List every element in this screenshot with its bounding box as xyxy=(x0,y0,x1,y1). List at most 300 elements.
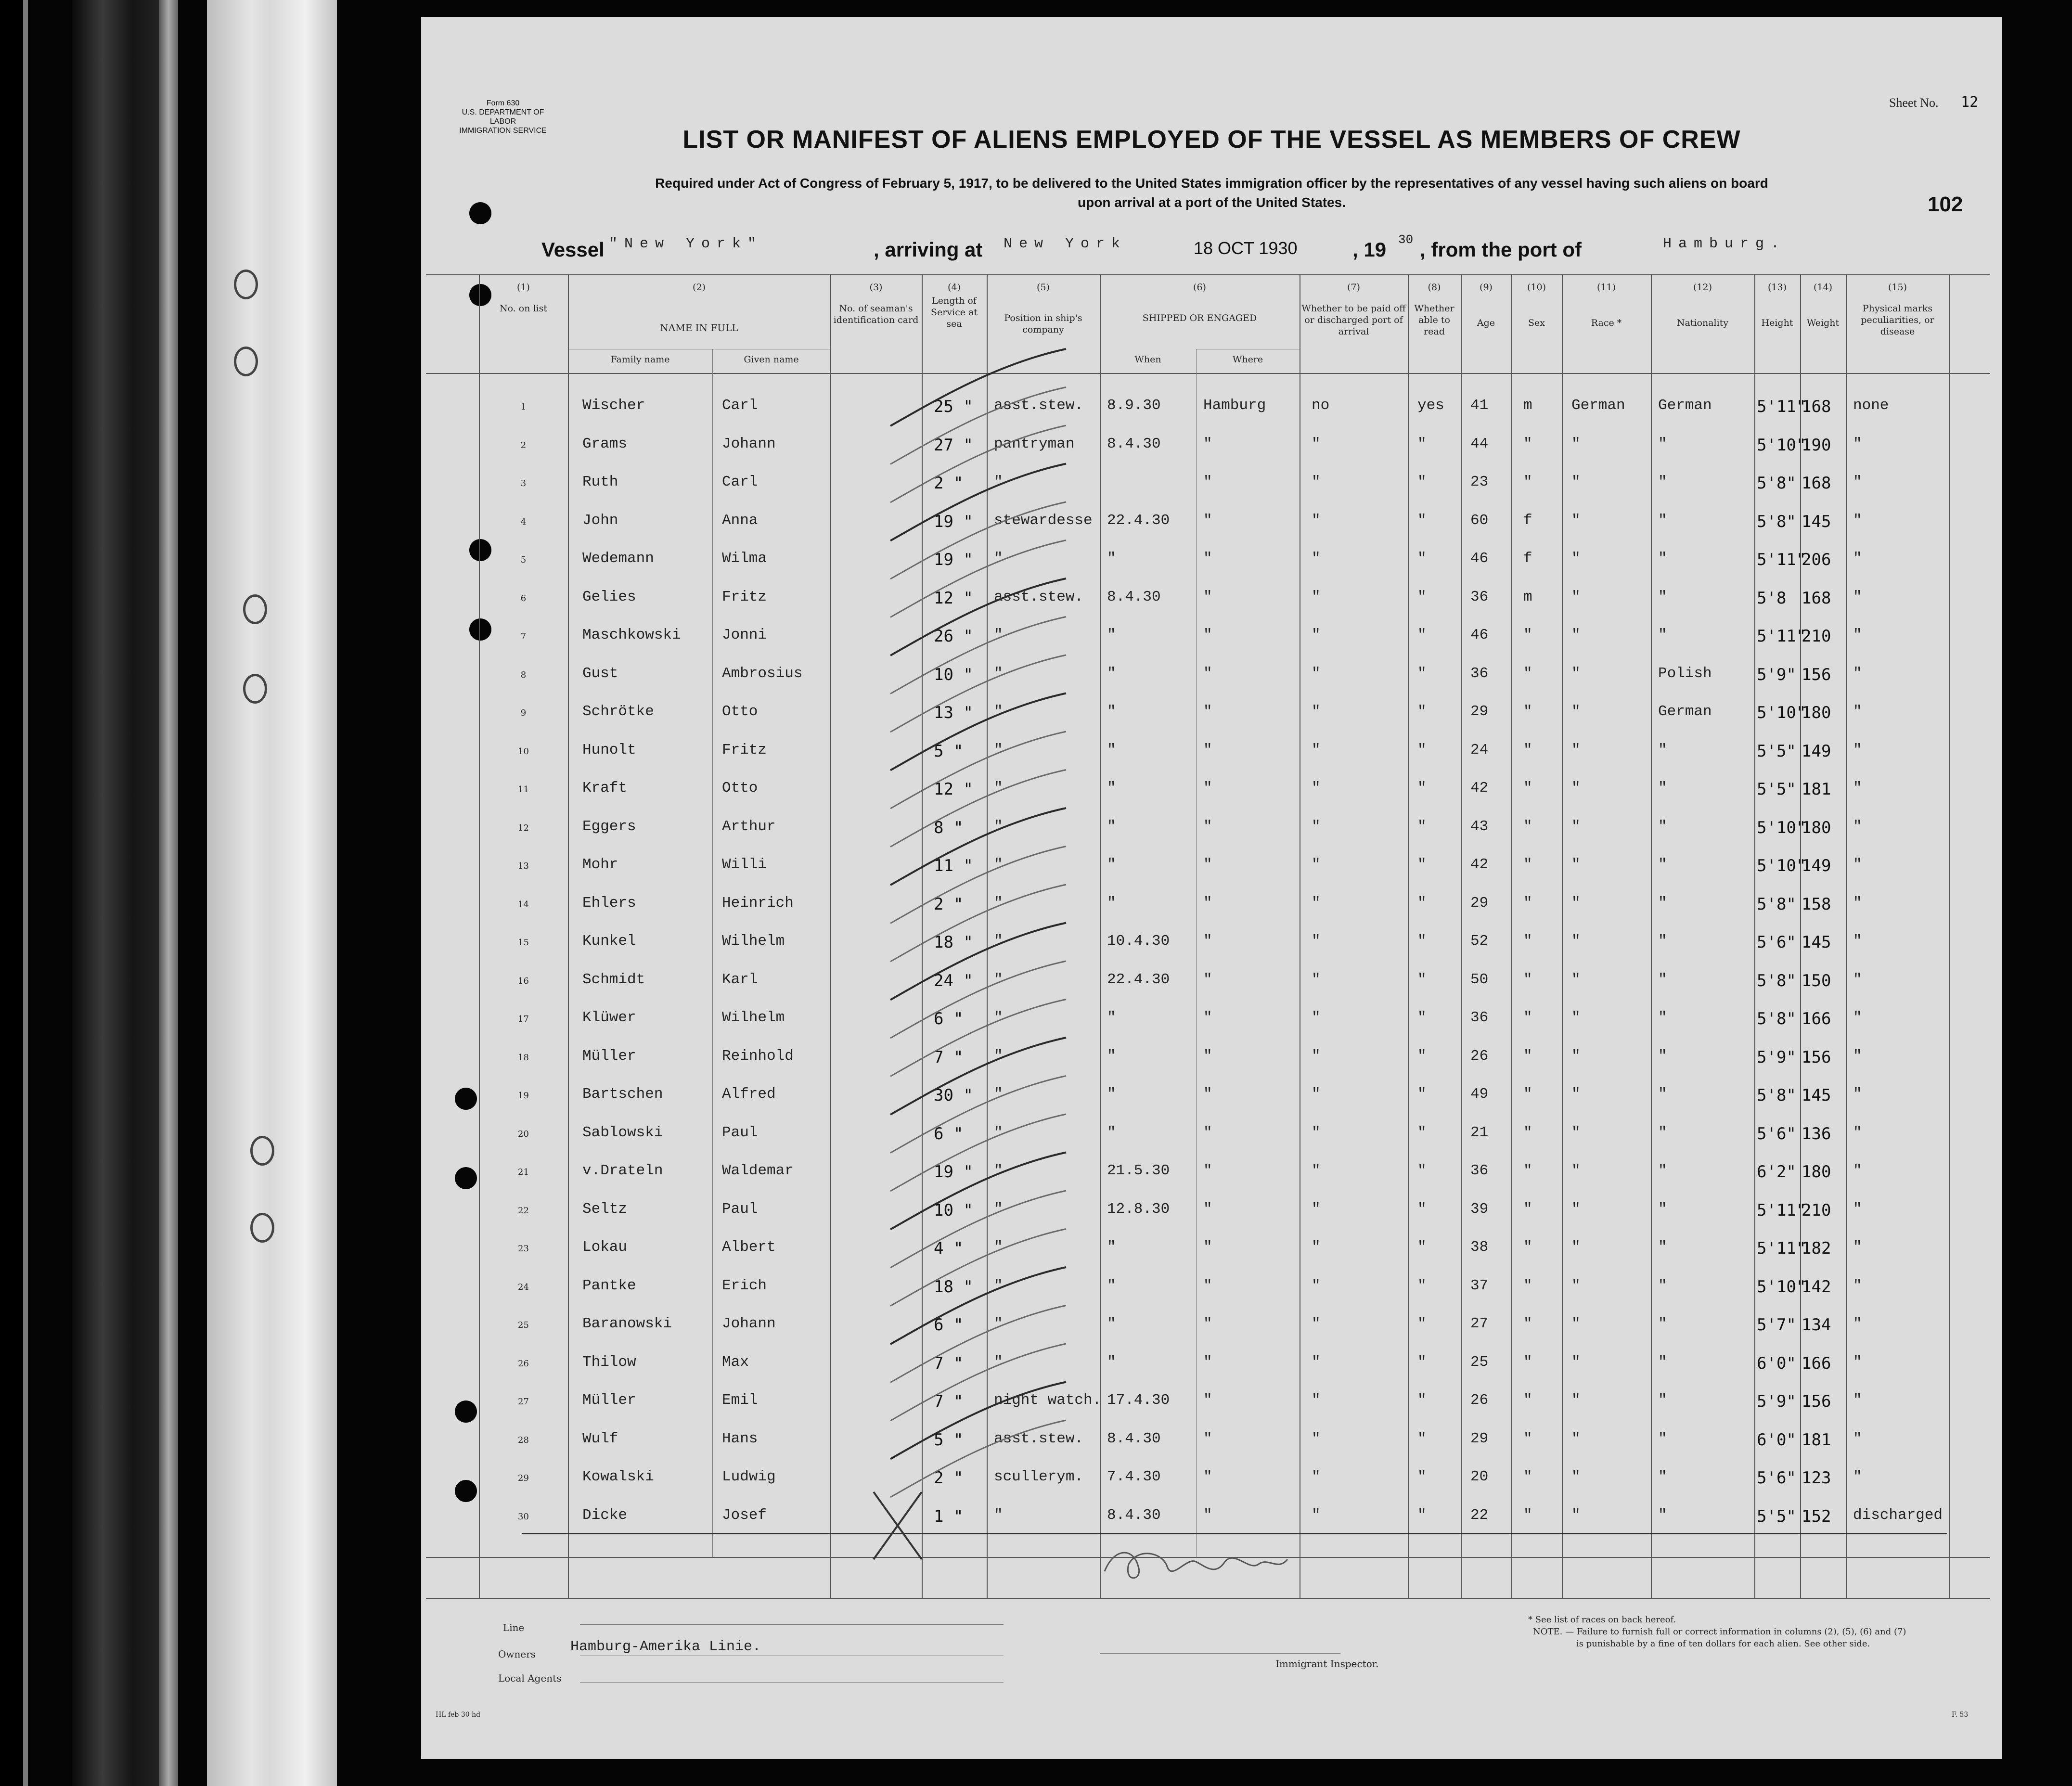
cell-family: Bartschen xyxy=(582,1086,663,1103)
cell-nationality: " xyxy=(1658,435,1667,452)
cell-no: 4 xyxy=(520,516,527,527)
cell-family: Kowalski xyxy=(582,1468,654,1485)
binder-page-edge xyxy=(270,0,342,1786)
cell-where: " xyxy=(1203,435,1212,452)
cell-marks: " xyxy=(1853,1009,1862,1026)
pencil-sweep xyxy=(890,578,1066,655)
cell-no: 28 xyxy=(518,1435,529,1445)
col-label: SHIPPED OR ENGAGED xyxy=(1142,313,1257,323)
cell-family: v.Drateln xyxy=(582,1162,663,1179)
cell-position: " xyxy=(994,1162,1003,1179)
cell-nationality: " xyxy=(1658,971,1667,988)
cell-service: 10 " xyxy=(934,1200,973,1220)
cell-given: Albert xyxy=(722,1239,776,1256)
cell-where: " xyxy=(1203,1468,1212,1485)
cell-sex: " xyxy=(1523,1353,1532,1371)
cell-paid: " xyxy=(1312,1009,1321,1026)
cell-given: Ambrosius xyxy=(722,665,803,682)
cell-sex: " xyxy=(1523,1468,1532,1485)
cell-service: 10 " xyxy=(934,665,973,684)
cell-when: " xyxy=(1107,1353,1116,1371)
cell-where: " xyxy=(1203,741,1212,758)
cell-race: " xyxy=(1571,1430,1581,1447)
cell-given: Max xyxy=(722,1353,749,1371)
cell-service: 12 " xyxy=(934,780,973,799)
cell-marks: " xyxy=(1853,550,1862,567)
cell-sex: f xyxy=(1523,512,1532,529)
cell-marks: " xyxy=(1853,818,1862,835)
pencil-sweep xyxy=(890,694,1066,771)
cell-no: 7 xyxy=(520,631,527,642)
cell-marks: " xyxy=(1853,1277,1862,1294)
cell-where: " xyxy=(1203,1086,1212,1103)
cell-read: " xyxy=(1417,588,1427,605)
cell-paid: " xyxy=(1312,474,1321,490)
races-note: * See list of races on back hereof. xyxy=(1528,1615,1676,1625)
col-label: Whether to be paid off or discharged port of arrival xyxy=(1301,303,1406,337)
binder-ring-hole xyxy=(243,674,267,704)
cell-position: " xyxy=(994,856,1003,873)
cell-no: 3 xyxy=(520,478,527,488)
cell-sex: " xyxy=(1523,627,1532,643)
manifest-title: LIST OR MANIFEST OF ALIENS EMPLOYED OF THE VESSEL AS MEMBERS OF CREW xyxy=(682,126,1741,154)
cell-position: " xyxy=(994,933,1003,950)
pencil-sweep xyxy=(890,847,1066,924)
cell-family: Sablowski xyxy=(582,1124,663,1141)
cell-marks: " xyxy=(1853,665,1862,682)
cell-marks: " xyxy=(1853,1353,1862,1371)
cell-race: " xyxy=(1571,1353,1581,1371)
cell-no: 10 xyxy=(518,746,529,757)
cell-given: Fritz xyxy=(722,588,767,605)
cell-where: " xyxy=(1203,818,1212,835)
cell-age: 29 xyxy=(1470,894,1489,912)
cell-nationality: " xyxy=(1658,1162,1667,1179)
cell-race: " xyxy=(1571,1277,1581,1294)
act-subtitle-line2: upon arrival at a port of the United States. xyxy=(1078,195,1346,210)
cell-read: " xyxy=(1417,1239,1427,1256)
cell-read: " xyxy=(1417,1392,1427,1409)
cell-sex: " xyxy=(1523,1239,1532,1256)
cell-family: Hunolt xyxy=(582,741,636,758)
cell-where: " xyxy=(1203,1315,1212,1332)
cell-family: Müller xyxy=(582,1047,636,1065)
pencil-sweep xyxy=(890,1038,1066,1115)
cell-weight: 150 xyxy=(1802,971,1831,990)
cell-when: " xyxy=(1107,856,1116,873)
cell-where: " xyxy=(1203,1047,1212,1065)
cell-when: 12.8.30 xyxy=(1107,1200,1170,1218)
cell-sex: " xyxy=(1523,971,1532,988)
cell-nationality: " xyxy=(1658,474,1667,490)
cell-race: " xyxy=(1571,894,1581,912)
col-header-where: Where xyxy=(1232,354,1263,365)
cell-read: " xyxy=(1417,627,1427,643)
cell-family: Klüwer xyxy=(582,1009,636,1026)
row-30-strikethrough xyxy=(522,1533,1947,1534)
cell-weight: 152 xyxy=(1802,1506,1831,1526)
cell-service: 5 " xyxy=(934,1430,964,1450)
cell-read: " xyxy=(1417,1506,1427,1524)
cell-age: 25 xyxy=(1470,1353,1489,1371)
cell-sex: " xyxy=(1523,1200,1532,1218)
col-label: No. on list xyxy=(499,303,548,314)
cell-where: " xyxy=(1203,1124,1212,1141)
col-number: (4) xyxy=(948,282,961,293)
cell-where: " xyxy=(1203,474,1212,490)
cell-no: 6 xyxy=(520,593,527,604)
cell-position: " xyxy=(994,780,1003,797)
page-stamp-number: 102 xyxy=(1928,193,1963,216)
cell-height: 5'8" xyxy=(1757,1086,1796,1105)
cell-given: Fritz xyxy=(722,741,767,758)
cell-position: " xyxy=(994,741,1003,758)
cell-paid: " xyxy=(1312,665,1321,682)
cell-no: 23 xyxy=(518,1244,529,1254)
cell-given: Carl xyxy=(722,397,758,414)
cell-sex: " xyxy=(1523,856,1532,873)
cell-nationality: " xyxy=(1658,1468,1667,1485)
cell-given: Heinrich xyxy=(722,894,794,912)
cell-paid: " xyxy=(1312,1277,1321,1294)
cell-weight: 123 xyxy=(1802,1468,1831,1488)
col-number: (6) xyxy=(1193,282,1206,293)
year-value: 30 xyxy=(1398,232,1414,247)
cell-race: " xyxy=(1571,627,1581,643)
cell-service: 6 " xyxy=(934,1315,964,1335)
cell-sex: m xyxy=(1523,397,1532,414)
pencil-sweep xyxy=(890,1076,1066,1153)
cell-where: " xyxy=(1203,588,1212,605)
cell-nationality: " xyxy=(1658,1430,1667,1447)
cell-marks: " xyxy=(1853,627,1862,643)
col-number: (15) xyxy=(1888,282,1907,293)
cell-race: " xyxy=(1571,1009,1581,1026)
pencil-sweep xyxy=(890,540,1066,617)
cell-sex: " xyxy=(1523,1315,1532,1332)
cell-marks: " xyxy=(1853,1047,1862,1065)
cell-nationality: " xyxy=(1658,933,1667,950)
cell-paid: " xyxy=(1312,1124,1321,1141)
cell-family: Gust xyxy=(582,665,618,682)
cell-weight: 206 xyxy=(1802,550,1831,569)
cell-age: 36 xyxy=(1470,1009,1489,1026)
cell-position: " xyxy=(994,1353,1003,1371)
cell-given: Wilma xyxy=(722,550,767,567)
cell-given: Anna xyxy=(722,512,758,529)
cell-height: 5'11" xyxy=(1757,627,1806,646)
cell-no: 21 xyxy=(518,1167,529,1177)
cell-paid: " xyxy=(1312,1162,1321,1179)
cell-family: Ruth xyxy=(582,474,618,490)
cell-age: 22 xyxy=(1470,1506,1489,1524)
cell-service: 7 " xyxy=(934,1392,964,1411)
cell-marks: " xyxy=(1853,741,1862,758)
cell-no: 29 xyxy=(518,1473,529,1483)
binder-ring-hole xyxy=(234,347,258,376)
cell-height: 5'8" xyxy=(1757,971,1796,990)
cell-family: Wulf xyxy=(582,1430,618,1447)
cell-position: " xyxy=(994,1315,1003,1332)
cell-sex: m xyxy=(1523,588,1532,605)
cell-when: 8.4.30 xyxy=(1107,1430,1161,1447)
pencil-sweep xyxy=(890,617,1066,694)
cell-family: Schmidt xyxy=(582,971,645,988)
cell-weight: 180 xyxy=(1802,703,1831,722)
cell-position: stewardesse xyxy=(994,512,1093,529)
cell-read: " xyxy=(1417,1315,1427,1332)
cell-race: " xyxy=(1571,665,1581,682)
cell-paid: " xyxy=(1312,1086,1321,1103)
cell-when: 8.9.30 xyxy=(1107,397,1161,414)
cell-age: 41 xyxy=(1470,397,1489,414)
cell-read: " xyxy=(1417,780,1427,797)
cell-family: Pantke xyxy=(582,1277,636,1294)
cell-family: Müller xyxy=(582,1392,636,1409)
binder-spine xyxy=(72,0,173,1786)
cell-family: Grams xyxy=(582,435,628,452)
cell-read: " xyxy=(1417,474,1427,490)
cell-paid: " xyxy=(1312,1353,1321,1371)
cell-service: 18 " xyxy=(934,1277,973,1297)
cell-race: " xyxy=(1571,1047,1581,1065)
cell-age: 38 xyxy=(1470,1239,1489,1256)
cell-read: " xyxy=(1417,856,1427,873)
pencil-sweep xyxy=(890,502,1066,579)
cell-read: " xyxy=(1417,435,1427,452)
cell-age: 24 xyxy=(1470,741,1489,758)
cell-height: 5'5" xyxy=(1757,780,1796,799)
col-label: Length of Service at sea xyxy=(930,296,978,329)
cell-given: Arthur xyxy=(722,818,776,835)
cell-height: 5'11" xyxy=(1757,550,1806,569)
cell-position: " xyxy=(994,1047,1003,1065)
cell-service: 6 " xyxy=(934,1009,964,1028)
cell-given: Reinhold xyxy=(722,1047,794,1065)
cell-height: 5'7" xyxy=(1757,1315,1796,1335)
cell-service: 27 " xyxy=(934,435,973,455)
arriving-port: New York xyxy=(1004,236,1127,252)
cell-position: night watch. xyxy=(994,1392,1102,1409)
cell-paid: " xyxy=(1312,1315,1321,1332)
cell-nationality: German xyxy=(1658,703,1712,720)
cell-position: " xyxy=(994,1086,1003,1103)
pencil-sweep xyxy=(890,1229,1066,1306)
cell-paid: " xyxy=(1312,894,1321,912)
print-code: HL feb 30 hd xyxy=(436,1711,481,1719)
local-agents-label: Local Agents xyxy=(498,1672,562,1684)
col-label: NAME IN FULL xyxy=(660,322,738,334)
cell-age: 21 xyxy=(1470,1124,1489,1141)
cell-marks: " xyxy=(1853,703,1862,720)
cell-paid: " xyxy=(1312,550,1321,567)
cell-height: 5'9" xyxy=(1757,1047,1796,1067)
cell-given: Jonni xyxy=(722,627,767,643)
cell-position: asst.stew. xyxy=(994,397,1084,414)
cell-family: Wischer xyxy=(582,397,645,414)
cell-given: Johann xyxy=(722,435,776,452)
cell-no: 27 xyxy=(518,1397,529,1407)
cell-weight: 180 xyxy=(1802,818,1831,837)
cell-age: 46 xyxy=(1470,550,1489,567)
cell-where: " xyxy=(1203,933,1212,950)
cell-marks: " xyxy=(1853,1392,1862,1409)
cell-sex: " xyxy=(1523,1277,1532,1294)
cell-given: Otto xyxy=(722,703,758,720)
cell-marks: " xyxy=(1853,1162,1862,1179)
cell-when: " xyxy=(1107,818,1116,835)
cell-weight: 142 xyxy=(1802,1277,1831,1297)
cell-where: " xyxy=(1203,1392,1212,1409)
cell-nationality: " xyxy=(1658,588,1667,605)
cell-where: " xyxy=(1203,1506,1212,1524)
cell-height: 5'5" xyxy=(1757,1506,1796,1526)
cell-no: 2 xyxy=(520,440,527,450)
cell-marks: " xyxy=(1853,780,1862,797)
cell-age: 23 xyxy=(1470,474,1489,490)
cell-race: " xyxy=(1571,741,1581,758)
cell-family: John xyxy=(582,512,618,529)
cell-no: 24 xyxy=(518,1282,529,1292)
cell-service: 6 " xyxy=(934,1124,964,1144)
pencil-sweep xyxy=(890,732,1066,809)
cell-read: " xyxy=(1417,1277,1427,1294)
cell-service: 18 " xyxy=(934,933,973,952)
cell-weight: 158 xyxy=(1802,894,1831,914)
cell-family: Lokau xyxy=(582,1239,628,1256)
cell-no: 8 xyxy=(520,669,527,680)
cell-marks: " xyxy=(1853,588,1862,605)
cell-sex: " xyxy=(1523,703,1532,720)
sheet-label: Sheet No. xyxy=(1889,96,1939,110)
cell-sex: " xyxy=(1523,933,1532,950)
cell-weight: 145 xyxy=(1802,512,1831,531)
cell-height: 5'10" xyxy=(1757,1277,1806,1297)
cell-read: yes xyxy=(1417,397,1444,414)
cell-family: Eggers xyxy=(582,818,636,835)
cell-paid: " xyxy=(1312,435,1321,452)
col-number: (3) xyxy=(869,282,883,293)
cell-paid: " xyxy=(1312,512,1321,529)
cell-paid: " xyxy=(1312,627,1321,643)
pencil-sweep xyxy=(890,387,1066,464)
cell-given: Emil xyxy=(722,1392,758,1409)
cell-where: " xyxy=(1203,1277,1212,1294)
cell-race: " xyxy=(1571,1239,1581,1256)
cell-service: 1 " xyxy=(934,1506,964,1526)
act-subtitle-line1: Required under Act of Congress of February 5, 1917, to be delivered to the United States immigration officer by the representatives of any vessel having such aliens on board xyxy=(655,176,1768,191)
cell-family: Seltz xyxy=(582,1200,628,1218)
cell-height: 6'0" xyxy=(1757,1430,1796,1450)
cell-when: 8.4.30 xyxy=(1107,1506,1161,1524)
cell-age: 27 xyxy=(1470,1315,1489,1332)
cell-family: Schrötke xyxy=(582,703,654,720)
cell-race: " xyxy=(1571,1392,1581,1409)
col-number: (9) xyxy=(1480,282,1493,293)
cell-family: Ehlers xyxy=(582,894,636,912)
cell-position: " xyxy=(994,1239,1003,1256)
pencil-sweep-marks xyxy=(421,17,2002,1759)
cell-marks: none xyxy=(1853,397,1889,414)
cell-marks: " xyxy=(1853,971,1862,988)
cell-height: 5'6" xyxy=(1757,1468,1796,1488)
cell-no: 20 xyxy=(518,1129,529,1139)
cell-sex: " xyxy=(1523,474,1532,490)
cell-height: 5'10" xyxy=(1757,703,1806,722)
cell-paid: " xyxy=(1312,1047,1321,1065)
cell-age: 50 xyxy=(1470,971,1489,988)
cell-weight: 145 xyxy=(1802,1086,1831,1105)
cell-age: 60 xyxy=(1470,512,1489,529)
cell-read: " xyxy=(1417,818,1427,835)
cell-sex: " xyxy=(1523,1506,1532,1524)
sheet-number: 12 xyxy=(1961,94,1979,111)
pencil-sweep xyxy=(890,923,1066,1000)
department-name: U.S. DEPARTMENT OF LABOR xyxy=(462,108,544,126)
cell-given: Paul xyxy=(722,1124,758,1141)
cell-marks: " xyxy=(1853,894,1862,912)
cell-read: " xyxy=(1417,665,1427,682)
cell-sex: " xyxy=(1523,1086,1532,1103)
cell-position: " xyxy=(994,474,1003,490)
cell-service: 7 " xyxy=(934,1047,964,1067)
pencil-sweep xyxy=(890,1267,1066,1344)
cell-nationality: " xyxy=(1658,1277,1667,1294)
cell-nationality: " xyxy=(1658,856,1667,873)
cell-service: 13 " xyxy=(934,703,973,722)
cell-race: " xyxy=(1571,1200,1581,1218)
col-label: Race * xyxy=(1591,318,1622,328)
pencil-sweep xyxy=(890,464,1066,541)
cell-nationality: Polish xyxy=(1658,665,1712,682)
cell-race: " xyxy=(1571,1468,1581,1485)
cell-given: Wilhelm xyxy=(722,1009,785,1026)
cell-family: Thilow xyxy=(582,1353,636,1371)
cell-service: 12 " xyxy=(934,588,973,608)
cell-when: 21.5.30 xyxy=(1107,1162,1170,1179)
cell-given: Wilhelm xyxy=(722,933,785,950)
cell-when: " xyxy=(1107,1315,1116,1332)
cell-no: 19 xyxy=(518,1091,529,1101)
cell-weight: 168 xyxy=(1802,474,1831,493)
owners-value: Hamburg-Amerika Linie. xyxy=(570,1639,761,1655)
cell-given: Waldemar xyxy=(722,1162,794,1179)
cell-nationality: " xyxy=(1658,1353,1667,1371)
cell-sex: " xyxy=(1523,1392,1532,1409)
cell-height: 6'2" xyxy=(1757,1162,1796,1182)
cell-position: " xyxy=(994,1124,1003,1141)
cell-marks: " xyxy=(1853,1124,1862,1141)
cell-when: " xyxy=(1107,1009,1116,1026)
cell-no: 12 xyxy=(518,822,529,833)
col-label: Whether able to read xyxy=(1414,303,1454,337)
pencil-sweep xyxy=(890,1191,1066,1268)
cell-race: German xyxy=(1571,397,1625,414)
cell-position: " xyxy=(994,971,1003,988)
cell-paid: " xyxy=(1312,818,1321,835)
cell-weight: 156 xyxy=(1802,1047,1831,1067)
col-number: (8) xyxy=(1428,282,1441,293)
cell-race: " xyxy=(1571,703,1581,720)
cell-paid: " xyxy=(1312,588,1321,605)
cell-when: 8.4.30 xyxy=(1107,588,1161,605)
cell-no: 15 xyxy=(518,938,529,948)
cell-age: 26 xyxy=(1470,1392,1489,1409)
cell-race: " xyxy=(1571,818,1581,835)
cell-nationality: " xyxy=(1658,1506,1667,1524)
form-code: F. 53 xyxy=(1952,1711,1969,1719)
cell-no: 22 xyxy=(518,1205,529,1216)
